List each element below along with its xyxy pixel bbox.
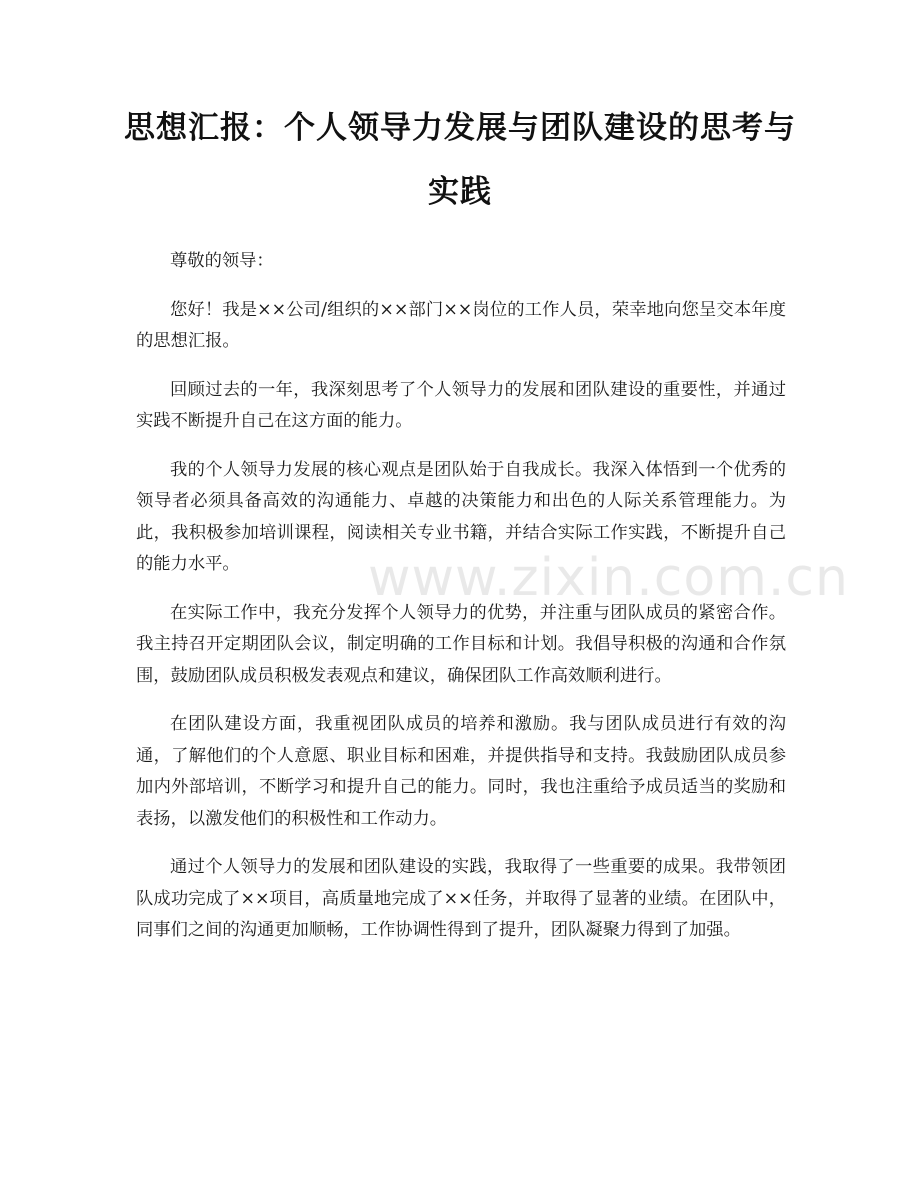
salutation: 尊敬的领导： (170, 251, 274, 271)
paragraph-practice: 在实际工作中，我充分发挥个人领导力的优势，并注重与团队成员的紧密合作。我主持召开定期团队会议，制定明确的工作目标和计划。我倡导积极的沟通和合作氛围，鼓励团队成员积极发表观点和建议，确保团队工作高效顺利进行。 (136, 602, 786, 686)
document-body (136, 246, 786, 964)
watermark: www.zixin.com.cn (368, 548, 849, 608)
paragraph-review: 回顾过去的一年，我深刻思考了个人领导力的发展和团队建设的重要性，并通过实践不断提升自己在这方面的能力。 (136, 379, 786, 431)
document-title: 思想汇报：个人领导力发展与团队建设的思考与实践 (124, 110, 796, 210)
paragraph-results: 通过个人领导力的发展和团队建设的实践，我取得了一些重要的成果。我带领团队成功完成了××项目，高质量地完成了××任务，并取得了显著的业绩。在团队中，同事们之间的沟通更加顺畅，工作协调性得到了提升，团队凝聚力得到了加强。 (136, 857, 786, 940)
paragraph-core-view: 我的个人领导力发展的核心观点是团队始于自我成长。我深入体悟到一个优秀的领导者必须具备高效的沟通能力、卓越的决策能力和出色的人际关系管理能力。为此，我积极参加培训课程，阅读相关专业书籍，并结合实际工作实践，不断提升自己的能力水平。 (136, 459, 786, 574)
paragraph-team-building: 在团队建设方面，我重视团队成员的培养和激励。我与团队成员进行有效的沟通，了解他们的个人意愿、职业目标和困难，并提供指导和支持。我鼓励团队成员参加内外部培训，不断学习和提升自己的能力。同时，我也注重给予成员适当的奖励和表扬，以激发他们的积极性和工作动力。 (136, 714, 786, 829)
paragraph-greeting: 您好！我是××公司/组织的××部门××岗位的工作人员，荣幸地向您呈交本年度的思想汇报。 (136, 299, 786, 351)
